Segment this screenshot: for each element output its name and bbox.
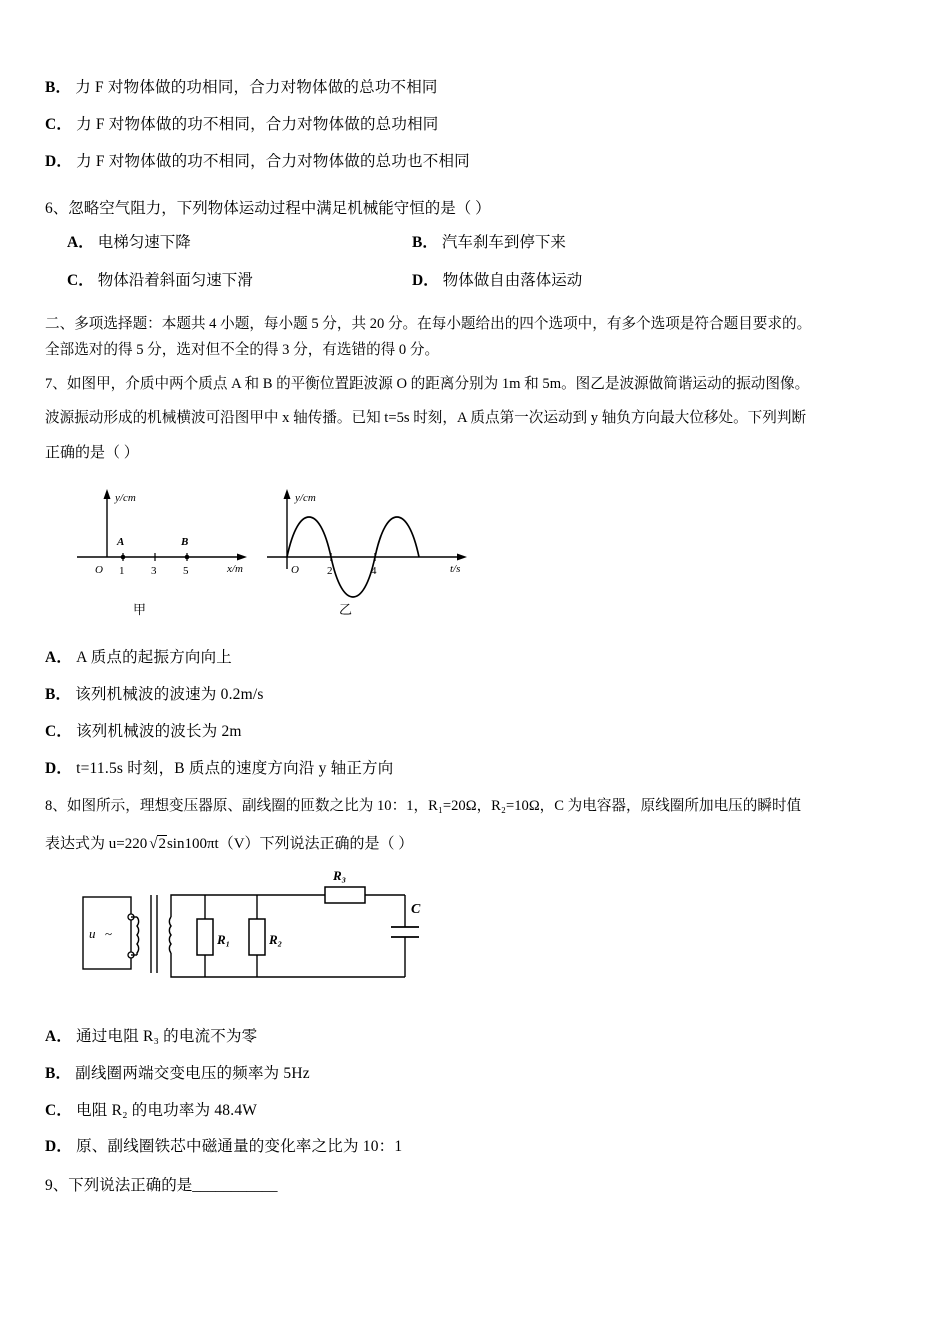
question-9-stem: 9、下列说法正确的是___________ [45,1177,278,1195]
option-row [45,1101,905,1122]
primary-coil [131,917,139,955]
figure-caption-jia: 甲 [133,601,147,617]
resistor-r3 [325,887,365,903]
resistor-r3-label: R₃ [333,868,347,883]
sqrt-radicand: 2 [158,836,166,853]
figure-caption-yi: 乙 [339,601,353,617]
wave-figure-svg [67,479,497,629]
point-b-label: B [181,535,189,548]
option-label: C． [45,722,73,740]
option-row [45,1064,905,1085]
figure-jia [77,489,247,617]
option-row [412,230,566,252]
tick-1: 1 [119,564,125,577]
option-text: 该列机械波的波长为 2m [76,722,242,740]
axis-label-x: x/m [227,562,243,575]
option-label: B． [45,79,72,96]
point-b-dot [185,555,190,560]
point-a-label: A [117,535,125,548]
option-label: C． [67,272,94,290]
axis-label-x: t/s [450,562,461,575]
tick-5: 5 [183,564,189,577]
section-2-intro-line-1: 二、多项选择题：本题共 4 小题，每小题 5 分，共 20 分。在每小题给出的四个选项中，有多个选项是符合题目要求的。 [45,316,812,333]
option-label: C． [45,1101,73,1119]
sqrt-symbol: √2 [149,836,166,853]
option-row [45,759,905,780]
secondary-coil [169,917,171,953]
option-label: D． [45,1138,73,1156]
option-text: 通过电阻 R₃ 的电流不为零 [76,1027,258,1045]
option-row [45,115,905,136]
question-8-figure [75,869,905,1009]
option-row [67,230,412,252]
option-text: 力 F 对物体做的功相同，合力对物体做的总功不相同 [75,79,438,96]
resistor-r1 [197,919,213,955]
option-row [45,1027,905,1048]
option-label: B． [412,234,438,252]
resistor-r2 [249,919,265,955]
capacitor-label: C [411,901,421,917]
question-8-stem-line-2 [45,833,905,856]
option-label: D． [45,152,73,170]
option-row [45,152,905,173]
option-row [67,268,412,290]
tick-3: 3 [151,564,157,577]
axis-origin: O [95,563,103,576]
resistor-r1-label: R₁ [217,931,231,947]
option-label: B． [45,685,72,703]
option-text: 原、副线圈铁芯中磁通量的变化率之比为 10：1 [76,1138,403,1156]
option-row [45,685,905,706]
option-text: A 质点的起振方向向上 [76,648,233,666]
top-wire [171,895,405,917]
question-8-stem-prefix: 表达式为 u=220 [45,836,148,853]
question-6-options-row-2 [45,268,905,290]
option-row [45,722,905,743]
document-content [45,78,905,1208]
option-text: 物体沿着斜面匀速下滑 [97,272,253,290]
question-8-stem-suffix: sin100πt（V）下列说法正确的是（ ） [166,836,414,853]
source-label: u [89,925,96,941]
option-text: 电梯匀速下降 [97,234,191,252]
question-6-stem: 6、忽略空气阻力，下列物体运动过程中满足机械能守恒的是（ ） [45,199,491,217]
bottom-wire [171,953,405,977]
option-text: 副线圈两端交变电压的频率为 5Hz [75,1064,310,1082]
option-label: D． [412,272,439,290]
section-2-intro-line-2: 全部选对的得 5 分，选对但不全的得 3 分，有选错的得 0 分。 [45,341,440,358]
option-row [45,648,905,669]
option-text: 物体做自由落体运动 [442,272,583,290]
option-text: t=11.5s 时刻，B 质点的速度方向沿 y 轴正方向 [76,759,394,777]
tick-2: 2 [327,564,333,577]
source-symbol: ~ [105,925,113,941]
option-label: B． [45,1064,72,1082]
option-label: A． [45,1027,73,1045]
option-text: 该列机械波的波速为 0.2m/s [75,685,264,703]
option-text: 力 F 对物体做的功不相同，合力对物体做的总功也不相同 [76,152,470,170]
option-label: D． [45,759,73,777]
option-label: A． [67,234,94,252]
tick-4: 4 [371,564,377,577]
question-7-stem-line-1: 7、如图甲，介质中两个质点 A 和 B 的平衡位置距波源 O 的距离分别为 1m 和 5m。图乙是波源做简谐运动的振动图像。 [45,375,810,392]
question-6-options-row-1 [45,230,905,252]
option-text: 力 F 对物体做的功不相同，合力对物体做的总功相同 [76,115,439,133]
question-7-stem-line-3: 正确的是（ ） [45,444,139,461]
transformer-circuit-svg [75,869,435,1004]
figure-yi [267,489,467,617]
axis-label-y: y/cm [295,491,316,504]
question-8-stem-line-1: 8、如图所示，理想变压器原、副线圈的匝数之比为 10：1，R₁=20Ω，R₂=10Ω，C 为电容器，原线圈所加电压的瞬时值 [45,797,802,814]
option-text: 汽车刹车到停下来 [441,234,566,252]
option-label: A． [45,648,73,666]
option-text: 电阻 R₂ 的电功率为 48.4W [76,1101,258,1119]
axis-label-y: y/cm [115,491,136,504]
point-a-dot [121,555,126,560]
question-7-stem-line-2: 波源振动形成的机械横波可沿图甲中 x 轴传播。已知 t=5s 时刻，A 质点第一次运动到 y 轴负方向最大位移处。下列判断 [45,409,807,426]
option-row [412,268,582,290]
option-row [45,78,905,99]
resistor-r2-label: R₂ [269,931,283,947]
axis-origin: O [291,563,299,576]
option-row [45,1137,905,1158]
option-label: C． [45,115,73,133]
question-7-figure [67,479,905,634]
